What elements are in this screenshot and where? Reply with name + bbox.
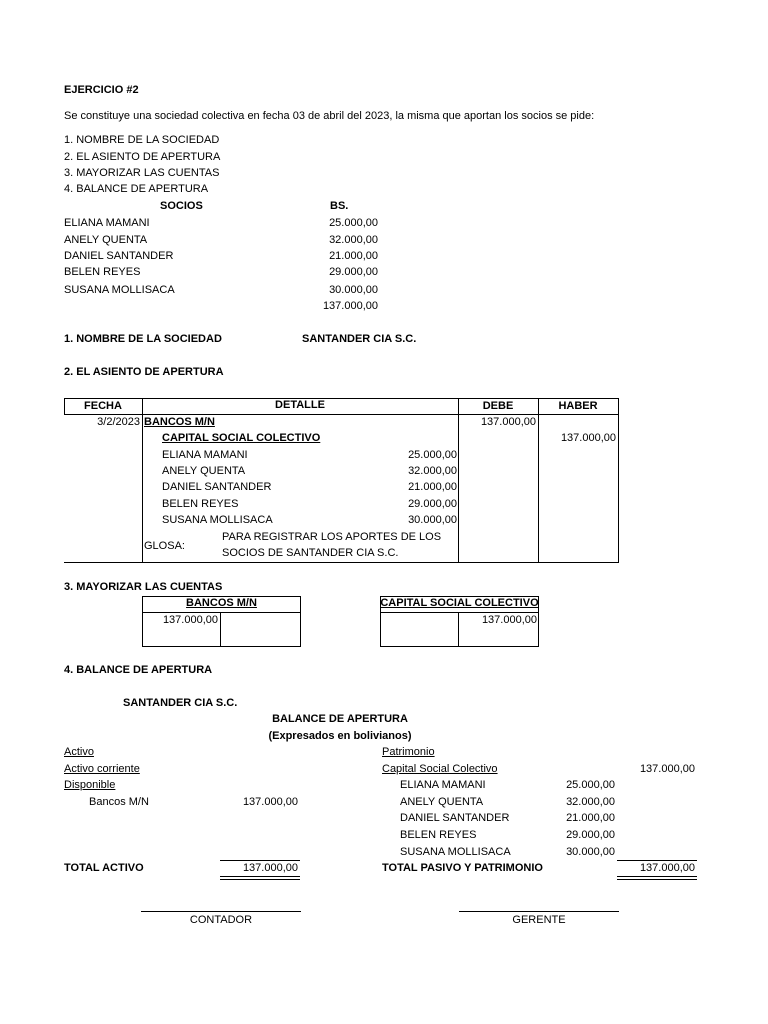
signature-contador: CONTADOR [189, 914, 253, 926]
partner-amount: 32.000,00 [329, 234, 378, 246]
signature-line [459, 911, 619, 912]
partner-name: SUSANA MOLLISACA [64, 284, 175, 296]
glosa-line: PARA REGISTRAR LOS APORTES DE LOS [222, 531, 442, 543]
entry-partner-amount: 32.000,00 [408, 465, 457, 477]
intro-text: Se constituye una sociedad colectiva en fecha 03 de abril del 2023, la misma que aportan los socios se pide: [64, 110, 595, 122]
glosa-label: GLOSA: [144, 540, 185, 552]
balance-title: BALANCE DE APERTURA [272, 713, 408, 725]
partner-name: DANIEL SANTANDER [64, 250, 174, 262]
t-account-title: CAPITAL SOCIAL COLECTIVO [380, 597, 539, 609]
capital-label: Capital Social Colectivo [382, 763, 498, 775]
activo-heading: Activo [64, 746, 94, 758]
entry-date: 3/2/2023 [97, 416, 140, 428]
partners-col-socios: SOCIOS [160, 200, 203, 212]
exercise-title: EJERCICIO #2 [64, 84, 139, 96]
task-item: 3. MAYORIZAR LAS CUENTAS [64, 167, 220, 179]
partner-amount: 29.000,00 [329, 266, 378, 278]
partner-amount: 21.000,00 [329, 250, 378, 262]
col-fecha: FECHA [84, 400, 122, 412]
balance-partner-amount: 21.000,00 [566, 812, 615, 824]
section2-heading: 2. EL ASIENTO DE APERTURA [64, 366, 224, 378]
balance-partner-amount: 32.000,00 [566, 796, 615, 808]
entry-partner-name: BELEN REYES [162, 498, 239, 510]
t-account-credit: 137.000,00 [481, 614, 537, 626]
entry-partner-name: ANELY QUENTA [162, 465, 246, 477]
entry-partner-name: SUSANA MOLLISACA [162, 514, 273, 526]
col-debe: DEBE [482, 400, 514, 412]
entry-partner-name: ELIANA MAMANI [162, 449, 248, 461]
entry-partner-amount: 21.000,00 [408, 481, 457, 493]
total-pasivo-label: TOTAL PASIVO Y PATRIMONIO [382, 862, 543, 874]
capital-amount: 137.000,00 [639, 763, 695, 775]
bancos-amount: 137.000,00 [242, 796, 298, 808]
balance-partner-name: ELIANA MAMANI [400, 779, 486, 791]
partner-amount: 30.000,00 [329, 284, 378, 296]
partners-col-bs: BS. [330, 200, 349, 212]
section4-heading: 4. BALANCE DE APERTURA [64, 664, 213, 676]
partner-amount: 25.000,00 [329, 217, 378, 229]
bancos-label: Bancos M/N [89, 796, 149, 808]
entry-partner-name: DANIEL SANTANDER [162, 481, 272, 493]
section1-heading: 1. NOMBRE DE LA SOCIEDAD [64, 333, 222, 345]
t-account-debit: 137.000,00 [162, 614, 218, 626]
task-item: 4. BALANCE DE APERTURA [64, 183, 209, 195]
glosa-line: SOCIOS DE SANTANDER CIA S.C. [222, 547, 399, 559]
col-detalle: DETALLE [275, 399, 325, 411]
total-pasivo-amount: 137.000,00 [639, 862, 695, 874]
partner-name: ELIANA MAMANI [64, 217, 150, 229]
company-name: SANTANDER CIA S.C. [302, 333, 417, 345]
partners-total: 137.000,00 [322, 300, 378, 312]
col-haber: HABER [558, 400, 598, 412]
activo-corriente-heading: Activo corriente [64, 763, 140, 775]
partner-name: BELEN REYES [64, 266, 141, 278]
debit-amount: 137.000,00 [480, 416, 536, 428]
balance-partner-amount: 25.000,00 [566, 779, 615, 791]
signature-line [141, 911, 301, 912]
total-activo-label: TOTAL ACTIVO [64, 862, 144, 874]
signature-gerente: GERENTE [512, 914, 566, 926]
entry-partner-amount: 25.000,00 [408, 449, 457, 461]
balance-partner-name: ANELY QUENTA [400, 796, 484, 808]
balance-partner-amount: 30.000,00 [566, 846, 615, 858]
balance-partner-name: BELEN REYES [400, 829, 477, 841]
patrimonio-heading: Patrimonio [382, 746, 435, 758]
balance-partner-name: DANIEL SANTANDER [400, 812, 510, 824]
credit-account: CAPITAL SOCIAL COLECTIVO [162, 432, 321, 444]
debit-account: BANCOS M/N [144, 416, 215, 428]
entry-partner-amount: 29.000,00 [408, 498, 457, 510]
balance-partner-name: SUSANA MOLLISACA [400, 846, 511, 858]
disponible-heading: Disponible [64, 779, 116, 791]
total-activo-amount: 137.000,00 [242, 862, 298, 874]
credit-amount: 137.000,00 [560, 432, 616, 444]
partner-name: ANELY QUENTA [64, 234, 148, 246]
entry-partner-amount: 30.000,00 [408, 514, 457, 526]
balance-company: SANTANDER CIA S.C. [123, 697, 238, 709]
task-item: 2. EL ASIENTO DE APERTURA [64, 151, 221, 163]
task-item: 1. NOMBRE DE LA SOCIEDAD [64, 134, 220, 146]
balance-subtitle: (Expresados en bolivianos) [268, 730, 412, 742]
section3-heading: 3. MAYORIZAR LAS CUENTAS [64, 581, 223, 593]
t-account-title: BANCOS M/N [186, 597, 257, 609]
balance-partner-amount: 29.000,00 [566, 829, 615, 841]
